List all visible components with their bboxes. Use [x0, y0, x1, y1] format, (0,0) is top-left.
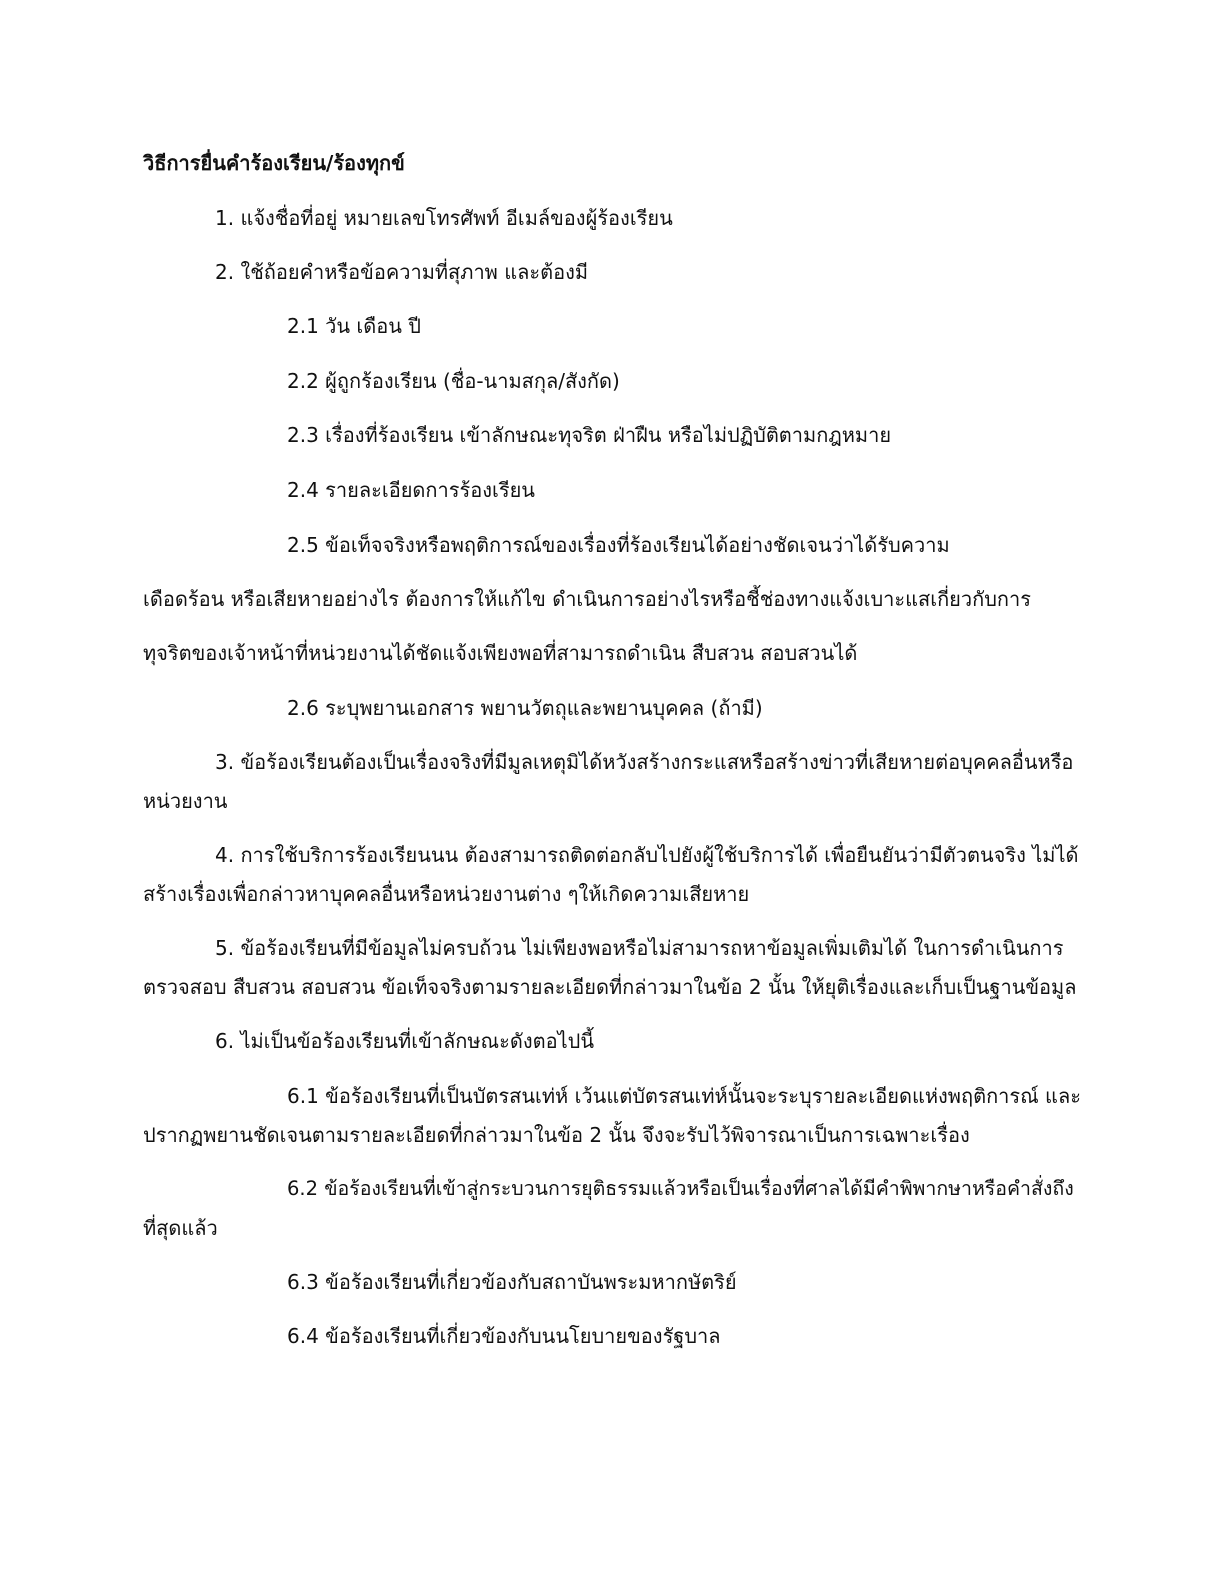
- item-2-5-line-2: เดือดร้อน หรือเสียหายอย่างไร ต้องการให้แก้ไข ดำเนินการอย่างไรหรือชี้ช่องทางแจ้งเบาะแสเกี่ยวกับการ: [143, 587, 1032, 611]
- item-4-line-1: 4. การใช้บริการร้องเรียนนน ต้องสามารถติดต่อกลับไปยังผู้ใช้บริการได้ เพื่อยืนยันว่ามีตัวตนจริง ไม่ได้: [215, 843, 1079, 867]
- item-4-line-2: สร้างเรื่องเพื่อกล่าวหาบุคคลอื่นหรือหน่วยงานต่าง ๆให้เกิดความเสียหาย: [143, 882, 750, 906]
- item-2-4: 2.4 รายละเอียดการร้องเรียน: [287, 478, 535, 502]
- item-2-5-line-1: 2.5 ข้อเท็จจริงหรือพฤติการณ์ของเรื่องที่ร้องเรียนได้อย่างชัดเจนว่าได้รับความ: [287, 533, 950, 557]
- item-5-line-1: 5. ข้อร้องเรียนที่มีข้อมูลไม่ครบถ้วน ไม่เพียงพอหรือไม่สามารถหาข้อมูลเพิ่มเติมได้ ในการดำเนินการ: [215, 936, 1064, 960]
- item-5-line-2: ตรวจสอบ สืบสวน สอบสวน ข้อเท็จจริงตามรายละเอียดที่กล่าวมาในข้อ 2 นั้น ให้ยุติเรื่องและเก็บเป็นฐานข้อมูล: [143, 975, 1077, 999]
- item-6-4: 6.4 ข้อร้องเรียนที่เกี่ยวข้องกับนนโยบายของรัฐบาล: [287, 1324, 721, 1348]
- item-3-line-2: หน่วยงาน: [143, 789, 228, 813]
- item-2-6: 2.6 ระบุพยานเอกสาร พยานวัตถุและพยานบุคคล (ถ้ามี): [287, 696, 763, 720]
- item-2: 2. ใช้ถ้อยคำหรือข้อความที่สุภาพ และต้องมี: [215, 260, 589, 284]
- document-title: วิธีการยื่นคำร้องเรียน/ร้องทุกข์: [143, 151, 405, 175]
- item-2-3: 2.3 เรื่องที่ร้องเรียน เข้าลักษณะทุจริต ฝ่าฝืน หรือไม่ปฏิบัติตามกฎหมาย: [287, 423, 892, 447]
- item-2-5-line-3: ทุจริตของเจ้าหน้าที่หน่วยงานได้ชัดแจ้งเพียงพอที่สามารถดำเนิน สืบสวน สอบสวนได้: [143, 641, 858, 665]
- item-2-1: 2.1 วัน เดือน ปี: [287, 314, 421, 338]
- item-6-2-line-2: ที่สุดแล้ว: [143, 1216, 218, 1240]
- item-3-line-1: 3. ข้อร้องเรียนต้องเป็นเรื่องจริงที่มีมูลเหตุมิได้หวังสร้างกระแสหรือสร้างข่าวที่เสียหายต่อบุคคลอื่นหรือ: [215, 750, 1074, 774]
- item-6: 6. ไม่เป็นข้อร้องเรียนที่เข้าลักษณะดังตอไปนี้: [215, 1029, 595, 1053]
- item-6-2-line-1: 6.2 ข้อร้องเรียนที่เข้าสู่กระบวนการยุติธรรมแล้วหรือเป็นเรื่องที่ศาลได้มีคำพิพากษาหรือคำสั่งถึง: [287, 1177, 1074, 1200]
- item-6-3: 6.3 ข้อร้องเรียนที่เกี่ยวข้องกับสถาบันพระมหากษัตริย์: [287, 1270, 737, 1294]
- item-6-1-line-2: ปรากฏพยานชัดเจนตามรายละเอียดที่กล่าวมาในข้อ 2 นั้น จึงจะรับไว้พิจารณาเป็นการเฉพาะเรื่อง: [143, 1123, 970, 1147]
- item-1: 1. แจ้งชื่อที่อยู่ หมายเลขโทรศัพท์ อีเมล์ของผู้ร้องเรียน: [215, 206, 673, 230]
- item-6-1-line-1: 6.1 ข้อร้องเรียนที่เป็นบัตรสนเท่ห์ เว้นแต่บัตรสนเท่ห์นั้นจะระบุรายละเอียดแห่งพฤติการณ์ และ: [287, 1084, 1081, 1108]
- item-2-2: 2.2 ผู้ถูกร้องเรียน (ชื่อ-นามสกุล/สังกัด): [287, 369, 620, 393]
